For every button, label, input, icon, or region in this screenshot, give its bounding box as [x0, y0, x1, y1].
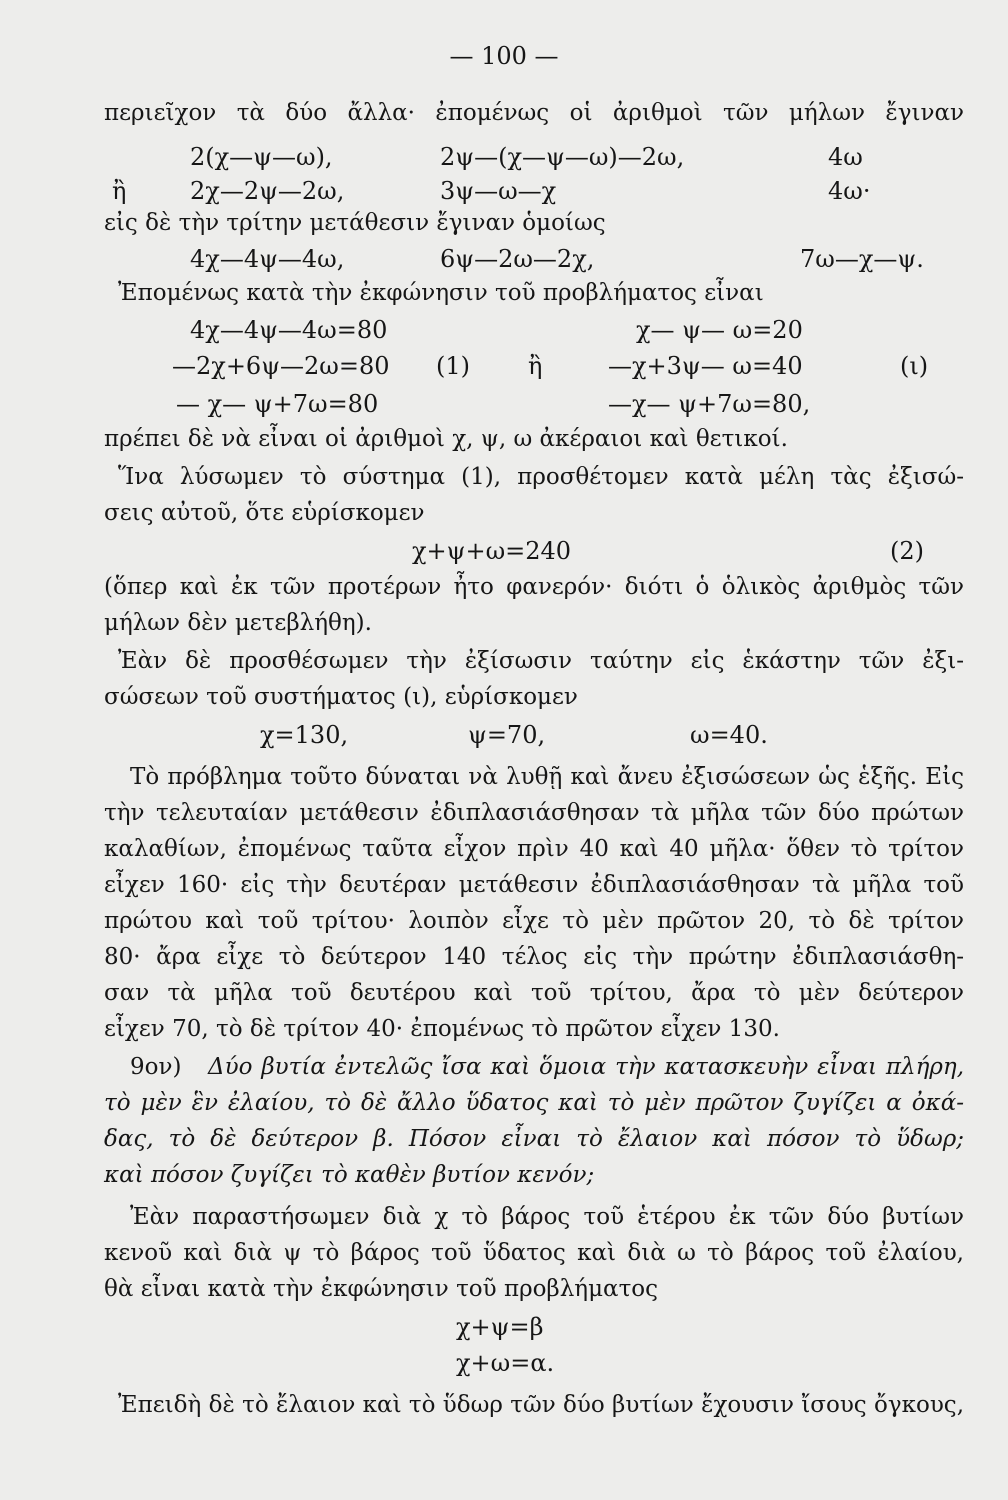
formula: —2χ+6ψ—2ω=80: [172, 352, 390, 380]
problem-statement-line: Δύο βυτία ἐντελῶς ἴσα καὶ ὅμοια τὴν κατασκευὴν εἶναι πλήρη,: [208, 1054, 964, 1080]
formula: —χ— ψ+7ω=80,: [608, 390, 811, 418]
formula: χ+ψ=β: [456, 1313, 544, 1341]
text-line: 80· ἄρα εἶχε τὸ δεύτερον 140 τέλος εἰς τὴν πρώτην ἐδιπλασιάσθη-: [104, 944, 964, 970]
text-line: Ἐὰν δὲ προσθέσωμεν τὴν ἐξίσωσιν ταύτην εἰς ἑκάστην τῶν ἐξι-: [118, 648, 964, 674]
formula: 2ψ—(χ—ψ—ω)—2ω,: [440, 143, 685, 171]
text-line: σεις αὐτοῦ, ὅτε εὑρίσκομεν: [104, 500, 425, 526]
formula: 4χ—4ψ—4ω=80: [190, 316, 388, 344]
formula: (ι): [900, 352, 929, 380]
text-line: τὴν τελευταίαν μετάθεσιν ἐδιπλασιάσθησαν τὰ μῆλα τῶν δύο πρώτων: [104, 800, 964, 826]
formula: 4ω: [828, 143, 863, 171]
formula: (2): [890, 537, 924, 565]
text-line: σαν τὰ μῆλα τοῦ δευτέρου καὶ τοῦ τρίτου, ἄρα τὸ μὲν δεύτερον: [104, 980, 964, 1006]
formula: ἢ: [112, 177, 127, 205]
text-line: πρώτου καὶ τοῦ τρίτου· λοιπὸν εἶχε τὸ μὲν πρῶτον 20, τὸ δὲ τρίτον: [104, 908, 964, 934]
formula: 6ψ—2ω—2χ,: [440, 245, 595, 273]
formula: χ+ψ+ω=240: [412, 537, 572, 565]
text-line: πρέπει δὲ νὰ εἶναι οἱ ἀριθμοὶ χ, ψ, ω ἀκέραιοι καὶ θετικοί.: [104, 426, 788, 452]
text-line: περιεῖχον τὰ δύο ἄλλα· ἐπομένως οἱ ἀριθμοὶ τῶν μήλων ἔγιναν: [104, 100, 964, 126]
problem-statement-line: δας, τὸ δὲ δεύτερον β. Πόσον εἶναι τὸ ἔλαιον καὶ πόσον τὸ ὕδωρ;: [104, 1126, 964, 1152]
text-line: καλαθίων, ἐπομένως ταῦτα εἶχον πρὶν 40 καὶ 40 μῆλα· ὅθεν τὸ τρίτον: [104, 836, 964, 862]
formula: —χ+3ψ— ω=40: [608, 352, 803, 380]
formula: χ— ψ— ω=20: [636, 316, 803, 344]
formula: 7ω—χ—ψ.: [800, 245, 924, 273]
text-line: Τὸ πρόβλημα τοῦτο δύναται νὰ λυθῇ καὶ ἄνευ ἐξισώσεων ὡς ἑξῆς. Εἰς: [130, 764, 964, 790]
text-line: Ἐπομένως κατὰ τὴν ἐκφώνησιν τοῦ προβλήματος εἶναι: [118, 280, 764, 306]
text-line: εἶχεν 70, τὸ δὲ τρίτον 40· ἐπομένως τὸ πρῶτον εἶχεν 130.: [104, 1016, 780, 1042]
text-line: εἰς δὲ τὴν τρίτην μετάθεσιν ἔγιναν ὁμοίως: [104, 210, 606, 236]
formula: ψ=70,: [468, 721, 546, 749]
text-line: Ἵνα λύσωμεν τὸ σύστημα (1), προσθέτομεν κατὰ μέλη τὰς ἐξισώ-: [118, 464, 964, 490]
formula: 2χ—2ψ—2ω,: [190, 177, 345, 205]
page-number: — 100 —: [449, 42, 559, 70]
formula: ω=40.: [690, 721, 768, 749]
text-line: εἶχεν 160· εἰς τὴν δευτέραν μετάθεσιν ἐδιπλασιάσθησαν τὰ μῆλα τοῦ: [104, 872, 964, 898]
text-line: κενοῦ καὶ διὰ ψ τὸ βάρος τοῦ ὕδατος καὶ διὰ ω τὸ βάρος τοῦ ἐλαίου,: [104, 1240, 964, 1266]
formula: χ+ω=α.: [456, 1349, 555, 1377]
formula: 2(χ—ψ—ω),: [190, 143, 333, 171]
formula: 4χ—4ψ—4ω,: [190, 245, 345, 273]
text-line: (ὅπερ καὶ ἐκ τῶν προτέρων ἦτο φανερόν· διότι ὁ ὁλικὸς ἀριθμὸς τῶν: [104, 574, 964, 600]
formula: 3ψ—ω—χ: [440, 177, 557, 205]
formula: χ=130,: [260, 721, 349, 749]
problem-statement-line: τὸ μὲν ἓν ἐλαίου, τὸ δὲ ἄλλο ὕδατος καὶ τὸ μὲν πρῶτον ζυγίζει α ὀκά-: [104, 1090, 964, 1116]
formula: (1): [436, 352, 470, 380]
text-line: σώσεων τοῦ συστήματος (ι), εὑρίσκομεν: [104, 684, 578, 710]
problem-statement-line: καὶ πόσον ζυγίζει τὸ καθὲν βυτίον κενόν;: [104, 1162, 595, 1188]
formula: — χ— ψ+7ω=80: [176, 390, 379, 418]
text-line: θὰ εἶναι κατὰ τὴν ἐκφώνησιν τοῦ προβλήματος: [104, 1276, 659, 1302]
problem-number: 9ον): [130, 1054, 182, 1080]
text-line: Ἐὰν παραστήσωμεν διὰ χ τὸ βάρος τοῦ ἑτέρου ἐκ τῶν δύο βυτίων: [130, 1204, 964, 1230]
formula: ἢ: [528, 352, 543, 380]
text-line: μήλων δὲν μετεβλήθη).: [104, 610, 372, 636]
formula: 4ω·: [828, 177, 871, 205]
text-line: Ἐπειδὴ δὲ τὸ ἔλαιον καὶ τὸ ὕδωρ τῶν δύο βυτίων ἔχουσιν ἴσους ὄγκους,: [118, 1392, 964, 1418]
